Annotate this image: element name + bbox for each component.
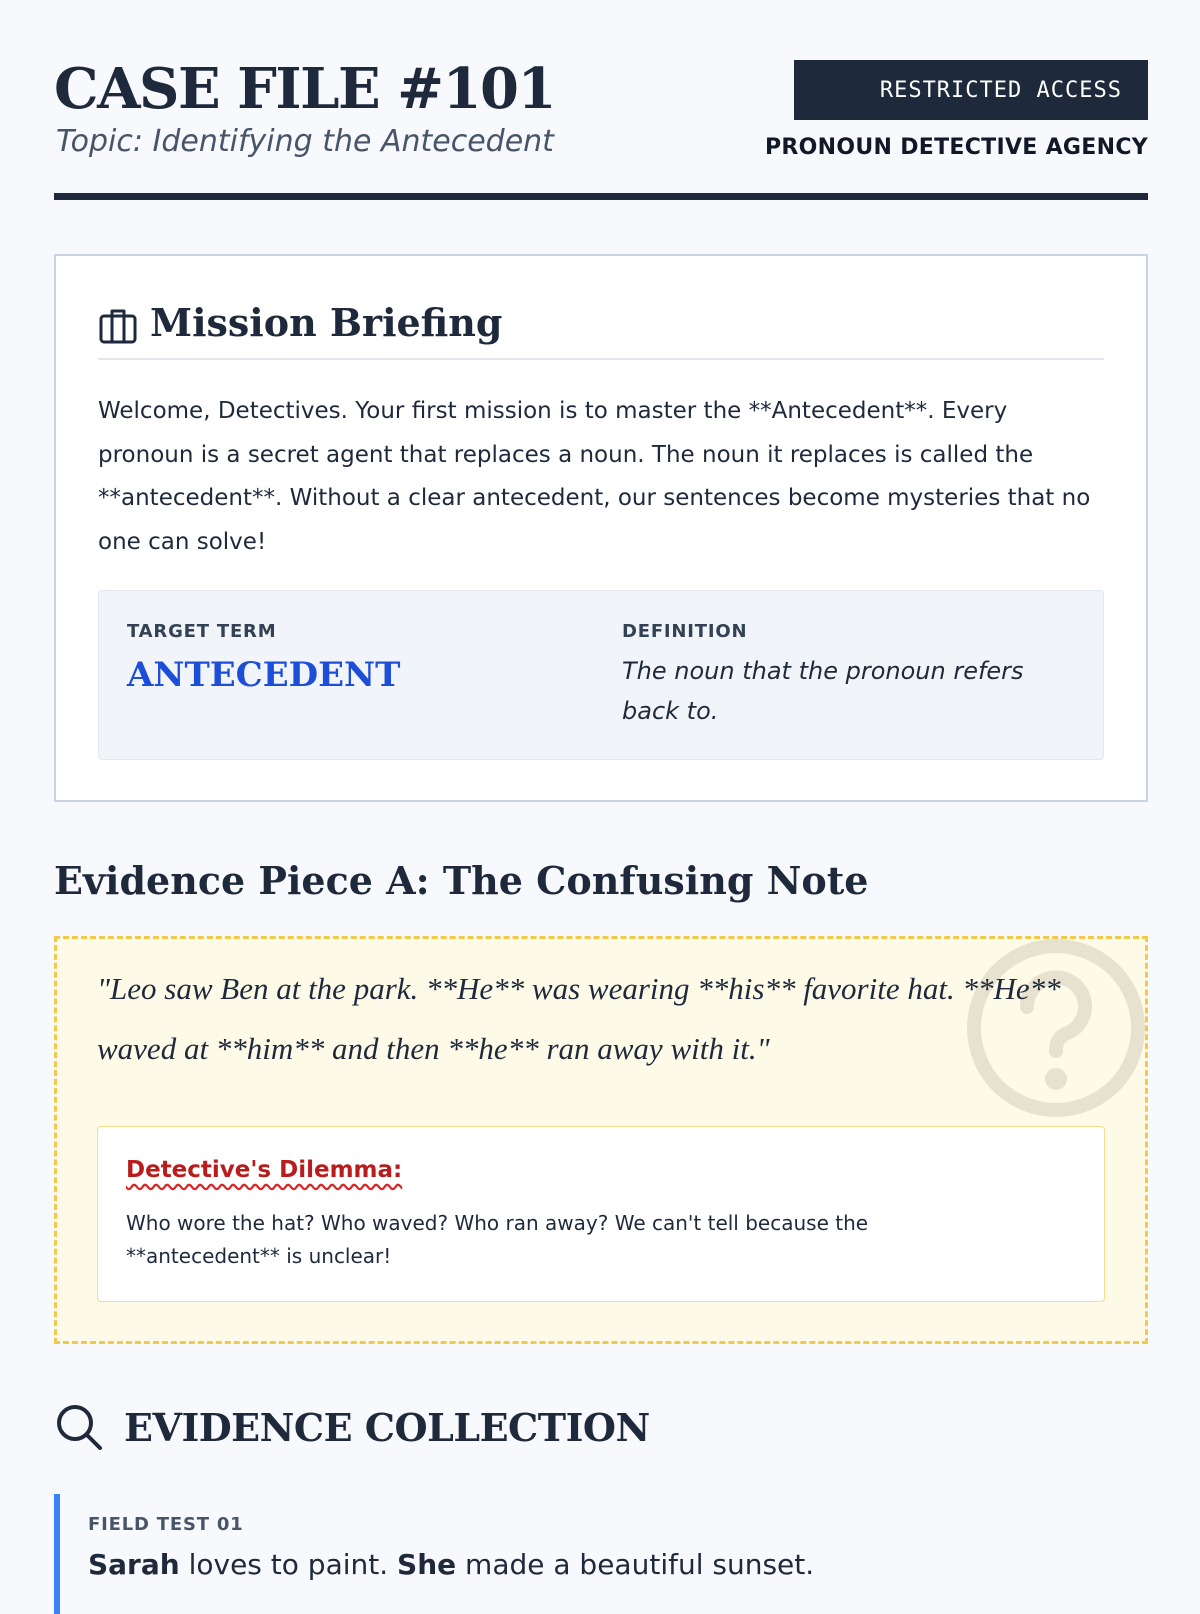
- field-test-sentence: [88, 1548, 814, 1581]
- restricted-access-badge: [794, 60, 1148, 120]
- search-icon: [54, 1402, 104, 1452]
- sentence-part: loves to paint.: [179, 1548, 398, 1581]
- term-definition-box: [98, 590, 1104, 760]
- dilemma-text: Who wore the hat? Who waved? Who ran away? We can't tell because the **antecedent** is unclear!: [126, 1211, 869, 1268]
- case-topic: Topic: Identifying the Antecedent: [56, 124, 554, 159]
- evidence-collection-header: [54, 1402, 650, 1452]
- briefing-text: Welcome, Detectives. Your first mission is to master the **Antecedent**. Every pronoun is a secret agent that replaces a noun. The noun it replaces is called the **antecedent**. Without a clear antecedent, our sentences become mysteries that no one can solve!: [98, 398, 1091, 555]
- case-file-page: [54, 0, 1148, 1581]
- briefcase-icon: [98, 306, 138, 346]
- evidence-a-title: Evidence Piece A: The Confusing Note: [54, 858, 869, 903]
- badge-label: RESTRICTED ACCESS: [879, 77, 1122, 103]
- header-divider: [54, 193, 1148, 200]
- confusing-note-quote: "Leo saw Ben at the park. **He** was wearing **his** favorite hat. **He** waved at **him** and then **he** ran away with it.": [97, 971, 1061, 1066]
- mission-briefing-card: [54, 254, 1148, 802]
- case-title: CASE FILE #101: [54, 56, 555, 122]
- definition-value: The noun that the pronoun refers back to.: [622, 657, 1024, 725]
- agency-name: PRONOUN DETECTIVE AGENCY: [765, 135, 1148, 160]
- briefing-title: Mission Briefing: [150, 300, 503, 345]
- field-test-card: [54, 1494, 1148, 1614]
- confusing-note-box: [54, 936, 1148, 1344]
- briefing-header: [98, 300, 1104, 360]
- evidence-collection-title: EVIDENCE COLLECTION: [124, 1404, 650, 1450]
- pronoun-word: She: [397, 1548, 457, 1581]
- detective-dilemma-box: [97, 1126, 1105, 1302]
- sentence-part: made a beautiful sunset.: [456, 1548, 815, 1581]
- field-test-label: FIELD TEST 01: [88, 1514, 244, 1535]
- target-term-label: TARGET TERM: [127, 621, 277, 642]
- antecedent-word: Sarah: [88, 1548, 180, 1581]
- target-term-value: ANTECEDENT: [127, 655, 401, 695]
- dilemma-title: Detective's Dilemma:: [126, 1157, 403, 1183]
- case-header: [54, 0, 1148, 200]
- definition-label: DEFINITION: [622, 621, 748, 642]
